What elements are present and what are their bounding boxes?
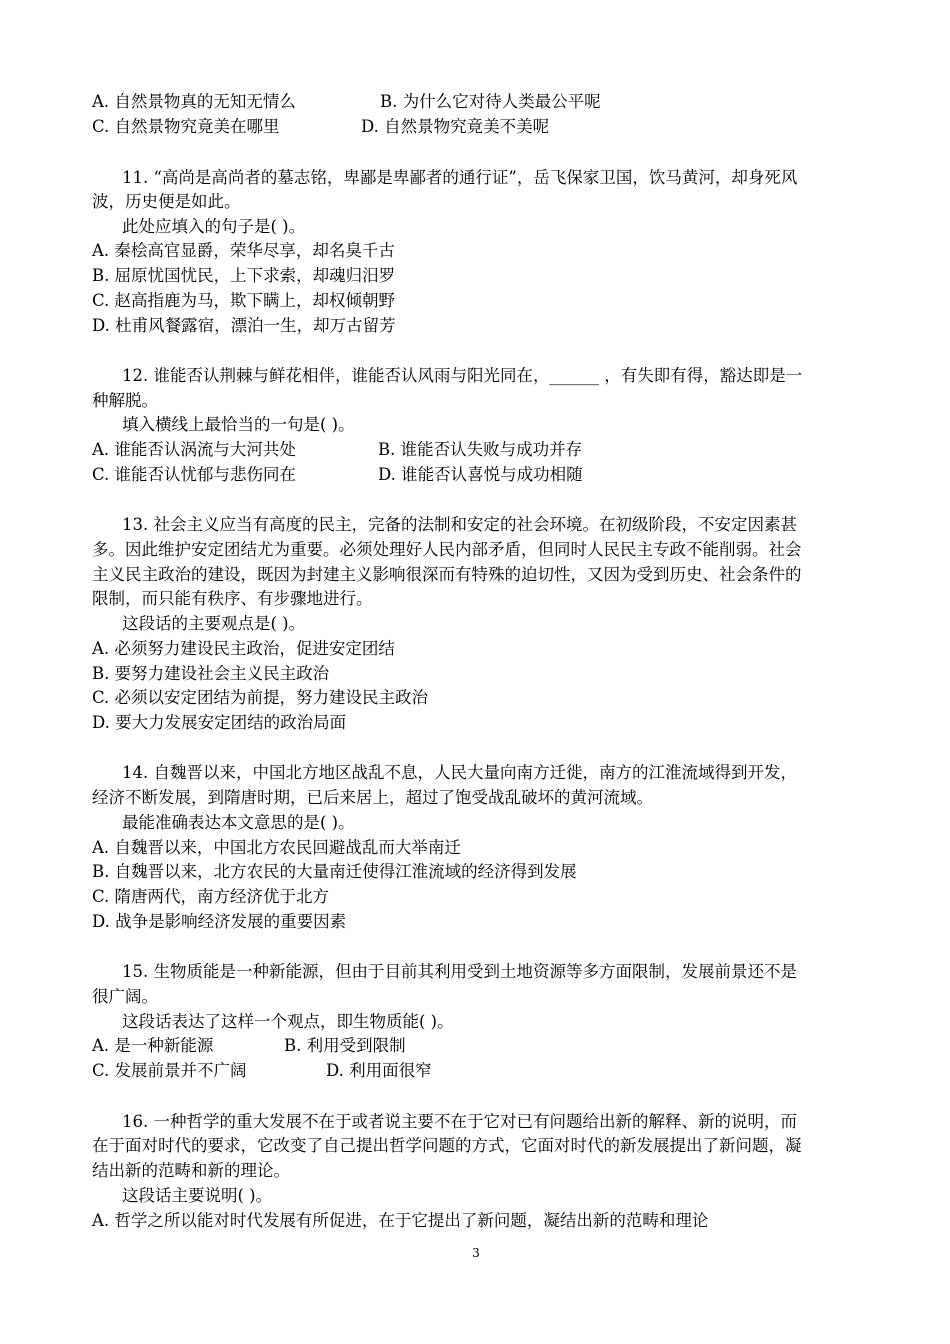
question-prompt: 填入横线上最恰当的一句是( )。 [122, 415, 355, 434]
option-d: D. 杜甫风餐露宿，漂泊一生，却万古留芳 [92, 316, 396, 335]
option-c: C. 发展前景并不广阔 [92, 1061, 247, 1080]
option-a: A. 自魏晋以来，中国北方农民回避战乱而大举南迁 [92, 838, 461, 857]
question-prompt: 这段话主要说明( )。 [122, 1186, 273, 1205]
question-stem: 很广阔。 [92, 987, 158, 1006]
question-stem: 结出新的范畴和新的理论。 [92, 1161, 290, 1180]
option-a: A. 哲学之所以能对时代发展有所促进，在于它提出了新问题，凝结出新的范畴和理论 [92, 1211, 709, 1230]
option-d: D. 自然景物究竟美不美呢 [361, 117, 550, 136]
question-stem: 13. 社会主义应当有高度的民主，完备的法制和安定的社会环境。在初级阶段，不安定因素甚 [122, 515, 797, 534]
question-stem: 主义民主政治的建设，既因为封建主义影响很深而有特殊的迫切性，又因为受到历史、社会条件的 [92, 565, 802, 584]
question-prompt: 此处应填入的句子是( )。 [122, 217, 306, 236]
question-stem: 15. 生物质能是一种新能源，但由于目前其利用受到土地资源等多方面限制，发展前景还不是 [122, 962, 797, 981]
option-b: B. 要努力建设社会主义民主政治 [92, 664, 330, 683]
option-c: C. 自然景物究竟美在哪里 [92, 117, 280, 136]
option-c: C. 必须以安定团结为前提，努力建设民主政治 [92, 688, 429, 707]
page-number: 3 [472, 1246, 480, 1260]
question-stem: 种解脱。 [92, 391, 158, 410]
option-b: B. 屈原忧国忧民，上下求索，却魂归汨罗 [92, 266, 396, 285]
option-c: C. 隋唐两代，南方经济优于北方 [92, 887, 330, 906]
question-stem: 波，历史便是如此。 [92, 192, 241, 211]
question-stem: 多。因此维护安定团结尤为重要。必须处理好人民内部矛盾，但同时人民民主专政不能削弱。社会 [92, 540, 802, 559]
option-d: D. 要大力发展安定团结的政治局面 [92, 713, 347, 732]
option-d: D. 战争是影响经济发展的重要因素 [92, 912, 347, 931]
option-d: D. 谁能否认喜悦与成功相随 [378, 465, 583, 484]
option-c: C. 赵高指鹿为马，欺下瞒上，却权倾朝野 [92, 291, 396, 310]
question-stem: 16. 一种哲学的重大发展不在于或者说主要不在于它对已有问题给出新的解释、新的说明，而 [122, 1112, 797, 1131]
option-b: B. 为什么它对待人类最公平呢 [380, 92, 601, 111]
option-a: A. 自然景物真的无知无情么 [92, 92, 296, 111]
question-stem: 限制，而只能有秩序、有步骤地进行。 [92, 589, 373, 608]
question-stem: 14. 自魏晋以来，中国北方地区战乱不息，人民大量向南方迁徙，南方的江淮流域得到开发， [122, 763, 797, 782]
option-b: B. 利用受到限制 [284, 1036, 406, 1055]
option-b: B. 谁能否认失败与成功并存 [378, 440, 583, 459]
option-b: B. 自魏晋以来，北方农民的大量南迁使得江淮流域的经济得到发展 [92, 862, 577, 881]
question-prompt: 这段话的主要观点是( )。 [122, 614, 306, 633]
option-d: D. 利用面很窄 [326, 1061, 432, 1080]
option-a: A. 是一种新能源 [92, 1036, 214, 1055]
option-a: A. 必须努力建设民主政治，促进安定团结 [92, 639, 395, 658]
question-stem: 经济不断发展，到隋唐时期，已后来居上，超过了饱受战乱破坏的黄河流域。 [92, 788, 653, 807]
question-stem: 11. “高尚是高尚者的墓志铭，卑鄙是卑鄙者的通行证”，岳飞保家卫国，饮马黄河，却身死风 [122, 168, 798, 187]
option-a: A. 谁能否认涡流与大河共处 [92, 440, 296, 459]
option-c: C. 谁能否认忧郁与悲伤同在 [92, 465, 297, 484]
question-stem: 12. 谁能否认荆棘与鲜花相伴，谁能否认风雨与阳光同在，______ ，有失即有得，豁达即是一 [122, 366, 803, 385]
question-prompt: 最能准确表达本文意思的是( )。 [122, 813, 355, 832]
question-stem: 在于面对时代的要求，它改变了自己提出哲学问题的方式，它面对时代的新发展提出了新问题，凝 [92, 1136, 802, 1155]
question-prompt: 这段话表达了这样一个观点，即生物质能( )。 [122, 1012, 454, 1031]
option-a: A. 秦桧高官显爵，荣华尽享，却名臭千古 [92, 241, 395, 260]
